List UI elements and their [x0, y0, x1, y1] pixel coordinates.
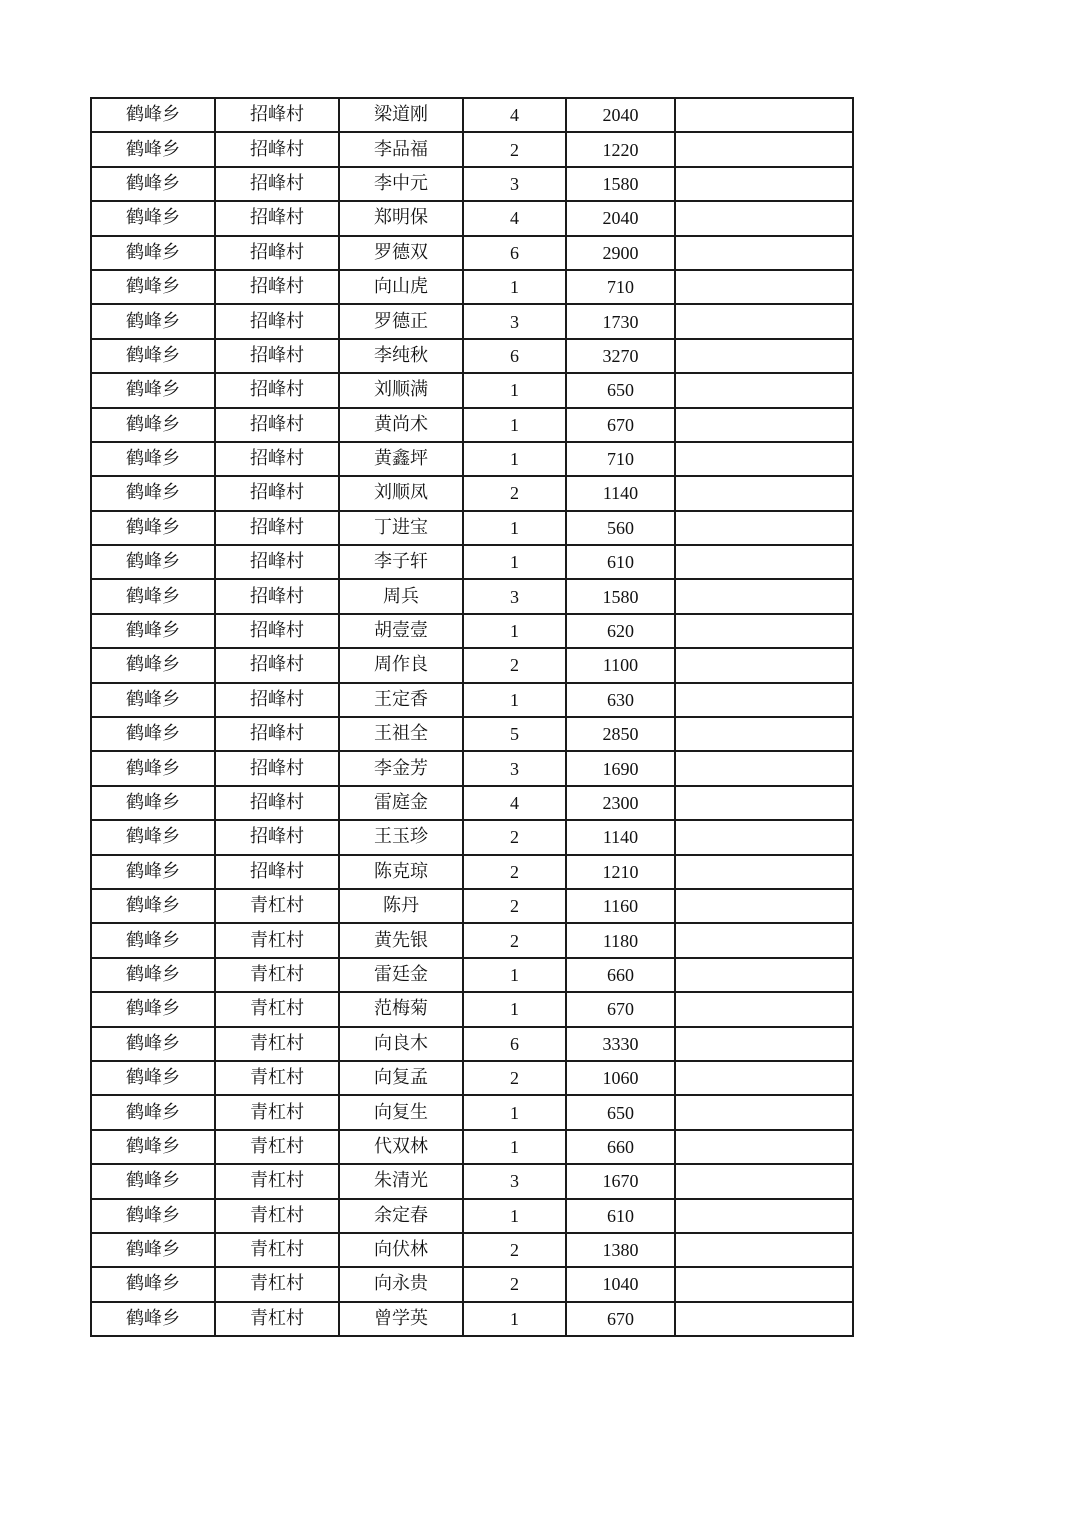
table-body — [91, 98, 853, 1336]
cell-note — [675, 339, 853, 373]
cell-town: 鹤峰乡 — [91, 373, 215, 407]
cell-note — [675, 236, 853, 270]
table-row — [91, 1061, 853, 1095]
cell-household-count: 1 — [463, 1130, 566, 1164]
cell-amount: 630 — [566, 683, 675, 717]
cell-town: 鹤峰乡 — [91, 545, 215, 579]
cell-note — [675, 1130, 853, 1164]
cell-town: 鹤峰乡 — [91, 786, 215, 820]
relief-roster-table — [90, 97, 854, 1337]
cell-amount: 1060 — [566, 1061, 675, 1095]
cell-amount: 1210 — [566, 855, 675, 889]
cell-name: 李品福 — [339, 132, 463, 166]
cell-village: 招峰村 — [215, 304, 339, 338]
cell-name: 向复生 — [339, 1095, 463, 1129]
cell-note — [675, 820, 853, 854]
cell-village: 招峰村 — [215, 373, 339, 407]
cell-town: 鹤峰乡 — [91, 476, 215, 510]
cell-note — [675, 614, 853, 648]
cell-household-count: 1 — [463, 442, 566, 476]
cell-amount: 710 — [566, 442, 675, 476]
table-row — [91, 373, 853, 407]
cell-note — [675, 992, 853, 1026]
cell-village: 招峰村 — [215, 511, 339, 545]
cell-note — [675, 648, 853, 682]
cell-household-count: 1 — [463, 1302, 566, 1336]
cell-village: 招峰村 — [215, 717, 339, 751]
cell-note — [675, 476, 853, 510]
cell-note — [675, 201, 853, 235]
cell-household-count: 2 — [463, 476, 566, 510]
cell-note — [675, 958, 853, 992]
cell-name: 黄鑫坪 — [339, 442, 463, 476]
table-row — [91, 1199, 853, 1233]
table-row — [91, 683, 853, 717]
cell-note — [675, 1027, 853, 1061]
table-row — [91, 167, 853, 201]
cell-household-count: 6 — [463, 1027, 566, 1061]
cell-village: 招峰村 — [215, 98, 339, 132]
cell-note — [675, 167, 853, 201]
cell-village: 招峰村 — [215, 236, 339, 270]
table-row — [91, 1130, 853, 1164]
cell-note — [675, 132, 853, 166]
cell-name: 李金芳 — [339, 751, 463, 785]
cell-town: 鹤峰乡 — [91, 958, 215, 992]
table-row — [91, 270, 853, 304]
cell-village: 招峰村 — [215, 201, 339, 235]
cell-village: 招峰村 — [215, 408, 339, 442]
cell-town: 鹤峰乡 — [91, 1095, 215, 1129]
table-row — [91, 820, 853, 854]
cell-town: 鹤峰乡 — [91, 98, 215, 132]
table-row — [91, 1095, 853, 1129]
cell-household-count: 2 — [463, 923, 566, 957]
cell-amount: 610 — [566, 545, 675, 579]
cell-amount: 1040 — [566, 1267, 675, 1301]
cell-note — [675, 579, 853, 613]
cell-note — [675, 751, 853, 785]
cell-town: 鹤峰乡 — [91, 236, 215, 270]
cell-name: 李纯秋 — [339, 339, 463, 373]
cell-village: 青杠村 — [215, 1199, 339, 1233]
cell-town: 鹤峰乡 — [91, 855, 215, 889]
cell-name: 丁进宝 — [339, 511, 463, 545]
cell-village: 招峰村 — [215, 683, 339, 717]
cell-village: 招峰村 — [215, 820, 339, 854]
cell-amount: 2300 — [566, 786, 675, 820]
cell-name: 李子轩 — [339, 545, 463, 579]
cell-amount: 670 — [566, 992, 675, 1026]
cell-village: 招峰村 — [215, 648, 339, 682]
cell-town: 鹤峰乡 — [91, 304, 215, 338]
cell-town: 鹤峰乡 — [91, 1061, 215, 1095]
cell-amount: 610 — [566, 1199, 675, 1233]
cell-note — [675, 304, 853, 338]
cell-name: 梁道刚 — [339, 98, 463, 132]
table-row — [91, 1027, 853, 1061]
cell-town: 鹤峰乡 — [91, 442, 215, 476]
cell-amount: 620 — [566, 614, 675, 648]
cell-amount: 1580 — [566, 167, 675, 201]
cell-name: 范梅菊 — [339, 992, 463, 1026]
cell-amount: 650 — [566, 1095, 675, 1129]
cell-household-count: 4 — [463, 98, 566, 132]
cell-household-count: 4 — [463, 786, 566, 820]
cell-household-count: 2 — [463, 132, 566, 166]
cell-village: 招峰村 — [215, 167, 339, 201]
cell-town: 鹤峰乡 — [91, 889, 215, 923]
cell-name: 向复孟 — [339, 1061, 463, 1095]
cell-note — [675, 1095, 853, 1129]
cell-village: 招峰村 — [215, 545, 339, 579]
cell-amount: 1220 — [566, 132, 675, 166]
table-row — [91, 545, 853, 579]
cell-household-count: 1 — [463, 373, 566, 407]
cell-household-count: 6 — [463, 339, 566, 373]
cell-note — [675, 442, 853, 476]
cell-household-count: 2 — [463, 855, 566, 889]
cell-village: 青杠村 — [215, 1302, 339, 1336]
cell-village: 青杠村 — [215, 923, 339, 957]
cell-household-count: 3 — [463, 1164, 566, 1198]
table-row — [91, 889, 853, 923]
table-row — [91, 786, 853, 820]
cell-town: 鹤峰乡 — [91, 270, 215, 304]
cell-village: 招峰村 — [215, 855, 339, 889]
cell-amount: 2040 — [566, 201, 675, 235]
cell-name: 朱清光 — [339, 1164, 463, 1198]
cell-village: 招峰村 — [215, 579, 339, 613]
cell-village: 招峰村 — [215, 614, 339, 648]
cell-name: 余定春 — [339, 1199, 463, 1233]
cell-town: 鹤峰乡 — [91, 1164, 215, 1198]
cell-town: 鹤峰乡 — [91, 132, 215, 166]
table-row — [91, 408, 853, 442]
table-row — [91, 1267, 853, 1301]
cell-town: 鹤峰乡 — [91, 1130, 215, 1164]
cell-household-count: 1 — [463, 270, 566, 304]
table-row — [91, 751, 853, 785]
cell-note — [675, 889, 853, 923]
cell-name: 向伏林 — [339, 1233, 463, 1267]
cell-household-count: 2 — [463, 820, 566, 854]
cell-village: 青杠村 — [215, 1027, 339, 1061]
cell-household-count: 2 — [463, 889, 566, 923]
cell-village: 招峰村 — [215, 786, 339, 820]
cell-note — [675, 1233, 853, 1267]
cell-household-count: 1 — [463, 1095, 566, 1129]
cell-household-count: 2 — [463, 1061, 566, 1095]
cell-amount: 660 — [566, 958, 675, 992]
cell-amount: 710 — [566, 270, 675, 304]
cell-household-count: 3 — [463, 579, 566, 613]
cell-name: 王玉珍 — [339, 820, 463, 854]
cell-town: 鹤峰乡 — [91, 683, 215, 717]
cell-village: 招峰村 — [215, 132, 339, 166]
cell-village: 青杠村 — [215, 1267, 339, 1301]
cell-note — [675, 923, 853, 957]
cell-note — [675, 717, 853, 751]
cell-household-count: 3 — [463, 167, 566, 201]
cell-town: 鹤峰乡 — [91, 717, 215, 751]
cell-household-count: 1 — [463, 1199, 566, 1233]
cell-amount: 1140 — [566, 476, 675, 510]
cell-household-count: 2 — [463, 1233, 566, 1267]
cell-town: 鹤峰乡 — [91, 751, 215, 785]
cell-name: 罗德正 — [339, 304, 463, 338]
cell-name: 罗德双 — [339, 236, 463, 270]
cell-amount: 1670 — [566, 1164, 675, 1198]
cell-household-count: 4 — [463, 201, 566, 235]
cell-name: 黄先银 — [339, 923, 463, 957]
cell-note — [675, 373, 853, 407]
table-row — [91, 98, 853, 132]
table-row — [91, 201, 853, 235]
cell-household-count: 6 — [463, 236, 566, 270]
cell-village: 招峰村 — [215, 442, 339, 476]
cell-note — [675, 786, 853, 820]
cell-town: 鹤峰乡 — [91, 1267, 215, 1301]
cell-household-count: 3 — [463, 304, 566, 338]
cell-household-count: 1 — [463, 408, 566, 442]
cell-village: 青杠村 — [215, 1164, 339, 1198]
cell-town: 鹤峰乡 — [91, 648, 215, 682]
cell-village: 青杠村 — [215, 1061, 339, 1095]
cell-amount: 670 — [566, 408, 675, 442]
cell-household-count: 2 — [463, 648, 566, 682]
cell-household-count: 1 — [463, 614, 566, 648]
cell-name: 王定香 — [339, 683, 463, 717]
cell-amount: 1580 — [566, 579, 675, 613]
table-row — [91, 992, 853, 1026]
cell-name: 周作良 — [339, 648, 463, 682]
cell-name: 周兵 — [339, 579, 463, 613]
cell-name: 陈丹 — [339, 889, 463, 923]
cell-town: 鹤峰乡 — [91, 820, 215, 854]
cell-amount: 1690 — [566, 751, 675, 785]
cell-note — [675, 1164, 853, 1198]
cell-town: 鹤峰乡 — [91, 167, 215, 201]
table-row — [91, 476, 853, 510]
cell-town: 鹤峰乡 — [91, 511, 215, 545]
cell-note — [675, 855, 853, 889]
cell-village: 招峰村 — [215, 476, 339, 510]
table-row — [91, 442, 853, 476]
cell-note — [675, 408, 853, 442]
cell-name: 雷廷金 — [339, 958, 463, 992]
cell-note — [675, 98, 853, 132]
table-row — [91, 923, 853, 957]
cell-note — [675, 1199, 853, 1233]
table-row — [91, 1164, 853, 1198]
cell-amount: 1730 — [566, 304, 675, 338]
cell-town: 鹤峰乡 — [91, 992, 215, 1026]
table-row — [91, 304, 853, 338]
cell-household-count: 1 — [463, 511, 566, 545]
cell-note — [675, 270, 853, 304]
cell-town: 鹤峰乡 — [91, 1233, 215, 1267]
cell-household-count: 1 — [463, 958, 566, 992]
cell-town: 鹤峰乡 — [91, 1302, 215, 1336]
cell-household-count: 1 — [463, 545, 566, 579]
cell-name: 李中元 — [339, 167, 463, 201]
table-row — [91, 511, 853, 545]
cell-village: 青杠村 — [215, 889, 339, 923]
table-row — [91, 855, 853, 889]
cell-amount: 1100 — [566, 648, 675, 682]
cell-name: 雷庭金 — [339, 786, 463, 820]
table-row — [91, 1302, 853, 1336]
cell-amount: 2850 — [566, 717, 675, 751]
cell-note — [675, 511, 853, 545]
cell-village: 青杠村 — [215, 1130, 339, 1164]
cell-amount: 660 — [566, 1130, 675, 1164]
cell-village: 青杠村 — [215, 992, 339, 1026]
cell-amount: 1180 — [566, 923, 675, 957]
cell-household-count: 1 — [463, 683, 566, 717]
table-row — [91, 579, 853, 613]
cell-town: 鹤峰乡 — [91, 614, 215, 648]
cell-amount: 1160 — [566, 889, 675, 923]
cell-name: 郑明保 — [339, 201, 463, 235]
cell-name: 代双林 — [339, 1130, 463, 1164]
cell-town: 鹤峰乡 — [91, 1199, 215, 1233]
cell-village: 招峰村 — [215, 339, 339, 373]
cell-amount: 560 — [566, 511, 675, 545]
table-row — [91, 614, 853, 648]
cell-name: 王祖全 — [339, 717, 463, 751]
cell-amount: 3270 — [566, 339, 675, 373]
cell-name: 向良木 — [339, 1027, 463, 1061]
cell-household-count: 2 — [463, 1267, 566, 1301]
cell-amount: 2040 — [566, 98, 675, 132]
cell-note — [675, 1061, 853, 1095]
cell-name: 胡壹壹 — [339, 614, 463, 648]
table-row — [91, 339, 853, 373]
cell-household-count: 5 — [463, 717, 566, 751]
cell-village: 招峰村 — [215, 751, 339, 785]
table-row — [91, 132, 853, 166]
table-row — [91, 236, 853, 270]
table-row — [91, 717, 853, 751]
cell-amount: 650 — [566, 373, 675, 407]
cell-note — [675, 1302, 853, 1336]
cell-household-count: 1 — [463, 992, 566, 1026]
cell-amount: 3330 — [566, 1027, 675, 1061]
cell-amount: 670 — [566, 1302, 675, 1336]
cell-town: 鹤峰乡 — [91, 339, 215, 373]
cell-note — [675, 545, 853, 579]
cell-town: 鹤峰乡 — [91, 923, 215, 957]
cell-village: 青杠村 — [215, 958, 339, 992]
cell-name: 刘顺凤 — [339, 476, 463, 510]
cell-amount: 2900 — [566, 236, 675, 270]
cell-note — [675, 1267, 853, 1301]
cell-name: 向永贵 — [339, 1267, 463, 1301]
cell-village: 招峰村 — [215, 270, 339, 304]
cell-name: 曾学英 — [339, 1302, 463, 1336]
table-row — [91, 648, 853, 682]
cell-name: 刘顺满 — [339, 373, 463, 407]
cell-town: 鹤峰乡 — [91, 408, 215, 442]
table-row — [91, 958, 853, 992]
cell-town: 鹤峰乡 — [91, 579, 215, 613]
table-row — [91, 1233, 853, 1267]
cell-household-count: 3 — [463, 751, 566, 785]
cell-amount: 1380 — [566, 1233, 675, 1267]
cell-name: 陈克琼 — [339, 855, 463, 889]
cell-town: 鹤峰乡 — [91, 201, 215, 235]
cell-name: 黄尚术 — [339, 408, 463, 442]
cell-name: 向山虎 — [339, 270, 463, 304]
cell-amount: 1140 — [566, 820, 675, 854]
cell-village: 青杠村 — [215, 1233, 339, 1267]
cell-village: 青杠村 — [215, 1095, 339, 1129]
cell-town: 鹤峰乡 — [91, 1027, 215, 1061]
cell-note — [675, 683, 853, 717]
